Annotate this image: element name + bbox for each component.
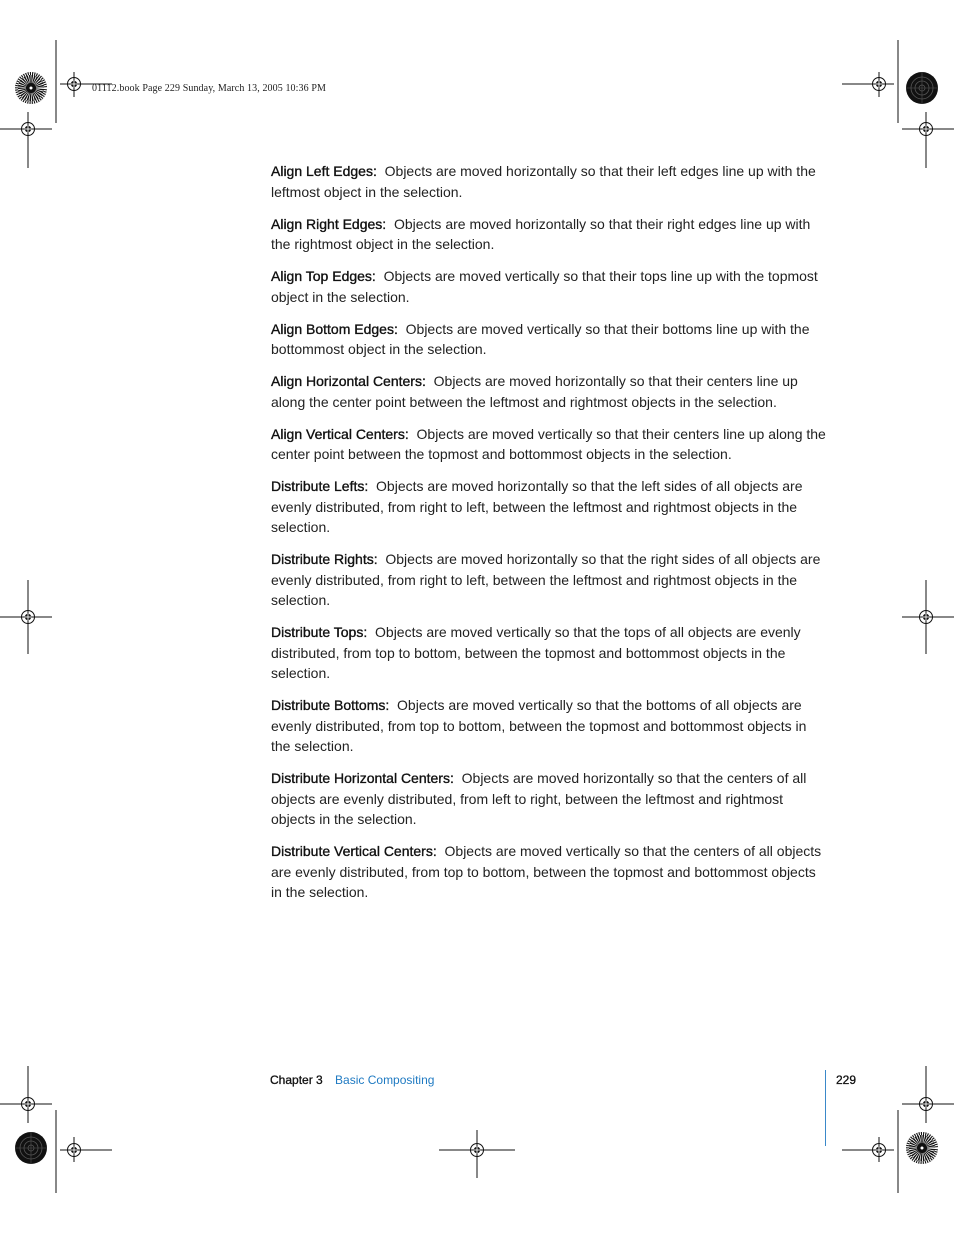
entry-description: Objects are moved vertically so that the centers of all objects are evenly distributed, from top to bottom, between the topmost and bottommost objects in the selection.: [271, 843, 822, 900]
starburst-target-icon: [906, 72, 938, 104]
entry-term: Align Vertical Centers:: [271, 425, 409, 442]
crosshair-registration-icon: [902, 112, 954, 168]
chapter-label: Chapter 3: [270, 1073, 323, 1087]
crosshair-registration-icon: [439, 1130, 515, 1178]
starburst-target-icon: [906, 1132, 938, 1164]
entry-description: Objects are moved vertically so that the bottoms of all objects are evenly distributed, from top to bottom, between the topmost and bottommost objects in the selection.: [271, 697, 807, 754]
page-footer: [270, 1073, 434, 1087]
crosshair-registration-icon: [56, 1110, 112, 1193]
crosshair-registration-icon: [842, 1110, 898, 1193]
entry-description: Objects are moved horizontally so that the centers of all objects are evenly distributed, from left to right, between the leftmost and rightmost objects in the selection.: [271, 770, 807, 827]
entry-distribute-tops: [271, 622, 827, 684]
entry-description: Objects are moved vertically so that their centers line up along the center point between the topmost and bottommost objects in the selection.: [271, 425, 826, 462]
footer-divider: [825, 1070, 826, 1146]
entry-term: Align Right Edges:: [271, 215, 387, 232]
entry-description: Objects are moved horizontally so that their centers line up along the center point between the leftmost and rightmost objects in the selection.: [271, 373, 798, 410]
crosshair-registration-icon: [0, 580, 52, 654]
entry-term: Distribute Lefts:: [271, 478, 369, 494]
entry-term: Distribute Bottoms:: [271, 697, 390, 713]
entry-align-top-edges: [271, 266, 827, 307]
entry-term: Align Left Edges:: [271, 163, 377, 179]
entry-distribute-horizontal-centers: [271, 768, 827, 830]
entry-align-vertical-centers: [271, 424, 827, 465]
crosshair-registration-icon: [842, 40, 898, 123]
entry-description: Objects are moved vertically so that their tops line up with the topmost object in the selection.: [271, 268, 818, 305]
crosshair-registration-icon: [0, 1066, 52, 1123]
definition-list: [271, 161, 827, 914]
entry-description: Objects are moved horizontally so that their left edges line up with the leftmost object in the selection.: [271, 163, 816, 200]
entry-align-horizontal-centers: [271, 371, 827, 412]
entry-term: Align Top Edges:: [271, 268, 376, 284]
entry-term: Distribute Vertical Centers:: [271, 843, 437, 859]
entry-term: Align Horizontal Centers:: [271, 373, 426, 389]
crosshair-registration-icon: [902, 1066, 954, 1123]
entry-description: Objects are moved horizontally so that the right sides of all objects are evenly distributed, from right to left, between the leftmost and rightmost objects in the selection.: [271, 551, 821, 608]
entry-align-bottom-edges: [271, 319, 827, 360]
starburst-target-icon: [15, 72, 47, 104]
crosshair-registration-icon: [902, 580, 954, 654]
crosshair-registration-icon: [56, 40, 112, 123]
crosshair-registration-icon: [0, 112, 52, 168]
entry-align-right-edges: [271, 214, 827, 255]
entry-distribute-bottoms: [271, 695, 827, 757]
entry-term: Align Bottom Edges:: [271, 320, 398, 337]
chapter-title-link[interactable]: Basic Compositing: [335, 1073, 435, 1087]
entry-description: Objects are moved horizontally so that their right edges line up with the rightmost object in the selection.: [271, 215, 811, 252]
entry-align-left-edges: [271, 161, 827, 202]
entry-term: Distribute Tops:: [271, 624, 368, 640]
entry-description: Objects are moved vertically so that their bottoms line up with the bottommost object in the selection.: [271, 320, 810, 357]
entry-description: Objects are moved vertically so that the tops of all objects are evenly distributed, from top to bottom, between the topmost and bottommost objects in the selection.: [271, 624, 801, 681]
page-number: 229: [836, 1073, 857, 1087]
entry-term: Distribute Horizontal Centers:: [271, 770, 454, 786]
entry-distribute-vertical-centers: [271, 841, 827, 903]
starburst-target-icon: [15, 1132, 47, 1164]
entry-description: Objects are moved horizontally so that the left sides of all objects are evenly distributed, from right to left, between the leftmost and rightmost objects in the selection.: [271, 478, 803, 535]
entry-distribute-rights: [271, 549, 827, 611]
print-header: 01112.book Page 229 Sunday, March 13, 2005 10:36 PM: [92, 83, 326, 94]
entry-term: Distribute Rights:: [271, 551, 378, 567]
entry-distribute-lefts: [271, 476, 827, 538]
